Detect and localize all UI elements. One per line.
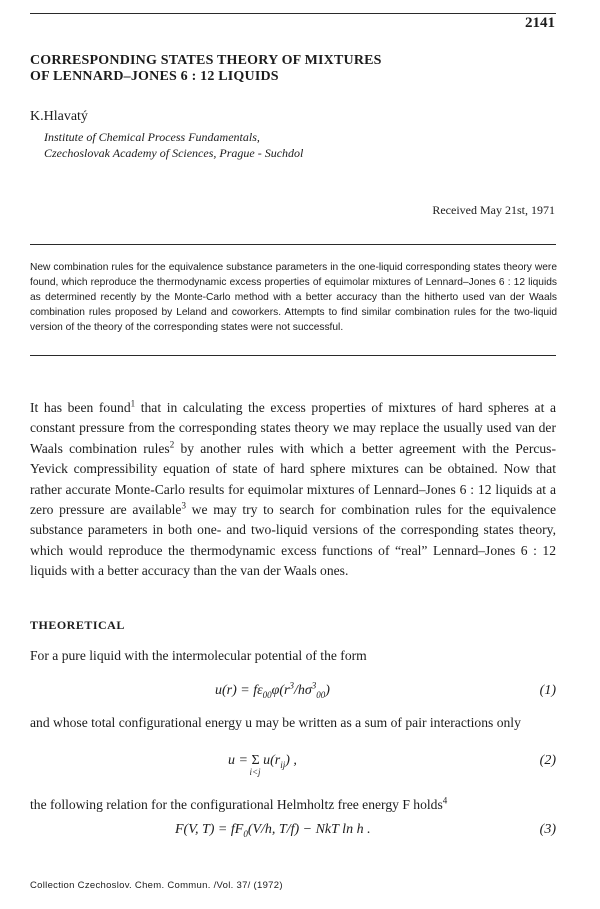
equation-1: $u(r) = f\varepsilon_{00}\varphi(r^3/h\sigma^3_{00})$ bbox=[215, 680, 330, 700]
theoretical-line-1: For a pure liquid with the intermolecular potential of the form bbox=[30, 648, 367, 663]
equation-3: F(V, $T) = fF_0(V/h$, T/f) − NkT ln h . bbox=[175, 822, 371, 839]
ref-3: 3 bbox=[181, 500, 186, 511]
theoretical-text-3: the following relation for the configurational Helmholtz free energy F holds bbox=[30, 797, 443, 812]
affiliation-line-1: Institute of Chemical Process Fundamentals, bbox=[44, 130, 260, 144]
equation-2: u = Σ i<j $u(r_{ij})$ , bbox=[228, 753, 297, 777]
intro-text-1: It has been found bbox=[30, 400, 131, 415]
author-name: K.Hlavatý bbox=[30, 109, 88, 124]
title-line-1: CORRESPONDING STATES THEORY OF MIXTURES bbox=[30, 53, 382, 68]
equation-3-number: (3) bbox=[539, 822, 556, 837]
abstract-top-rule bbox=[30, 244, 556, 245]
title-line-2: OF LENNARD–JONES 6 : 12 LIQUIDS bbox=[30, 69, 279, 84]
section-heading: THEORETICAL bbox=[30, 618, 125, 632]
theoretical-paragraph-2: and whose total configurational energy u may be written as a sum of pair interactions only bbox=[30, 715, 521, 730]
equation-2-number: (2) bbox=[539, 753, 556, 768]
intro-text-2: that in calculating the excess properties of mixtures of hard spheres at a constant pressure from the corresponding states theory we may replace the usually used van der Waals combination rules bbox=[30, 400, 556, 456]
theoretical-paragraph-3 bbox=[30, 795, 570, 815]
journal-footer: Collection Czechoslov. Chem. Commun. /Vol. 37/ (1972) bbox=[30, 880, 283, 891]
abstract-text: New combination rules for the equivalence substance parameters in the one-liquid corresponding states theory were found, which reproduce the thermodynamic excess properties of equimolar mixtures of Lennard–Jones 6 : 12 liquids as determined recently by the Monte-Carlo method with a better accuracy than the hitherto used van der Waals combination rules proposed by Leland and coworkers. Attempts to find similar combination rules for the two-liquid version of the theory of the corresponding states were not successful. bbox=[30, 262, 557, 333]
abstract-bottom-rule bbox=[30, 355, 556, 356]
affiliation-line-2: Czechoslovak Academy of Sciences, Prague - Suchdol bbox=[44, 146, 304, 160]
received-date: Received May 21st, 1971 bbox=[432, 203, 555, 217]
ref-2: 2 bbox=[169, 439, 175, 450]
ref-4: 4 bbox=[442, 795, 448, 806]
top-rule bbox=[30, 13, 556, 14]
equation-1-number: (1) bbox=[539, 683, 556, 698]
article-title bbox=[30, 53, 570, 85]
intro-text-3: by another rules with which a better agreement with the Percus-Yevick compressibility equation of state of hard sphere mixtures can be obtained. Now that rather accurate Monte-Carlo results for equimolar mixtures of Lennard–Jones 6 : 12 liquids at a zero pressure are available bbox=[30, 440, 556, 518]
affiliation bbox=[44, 129, 303, 161]
intro-paragraph bbox=[30, 398, 556, 582]
ref-1: 1 bbox=[130, 398, 136, 409]
page-number: 2141 bbox=[525, 15, 555, 31]
intro-text-4: we may try to search for combination rules for the equivalence substance parameters in both one- and two-liquid versions of the corresponding states theory, which would reproduce the thermodynamic excess functions of “real” Lennard–Jones 6 : 12 liquids with a better accuracy than the van der Waals ones. bbox=[30, 502, 556, 579]
